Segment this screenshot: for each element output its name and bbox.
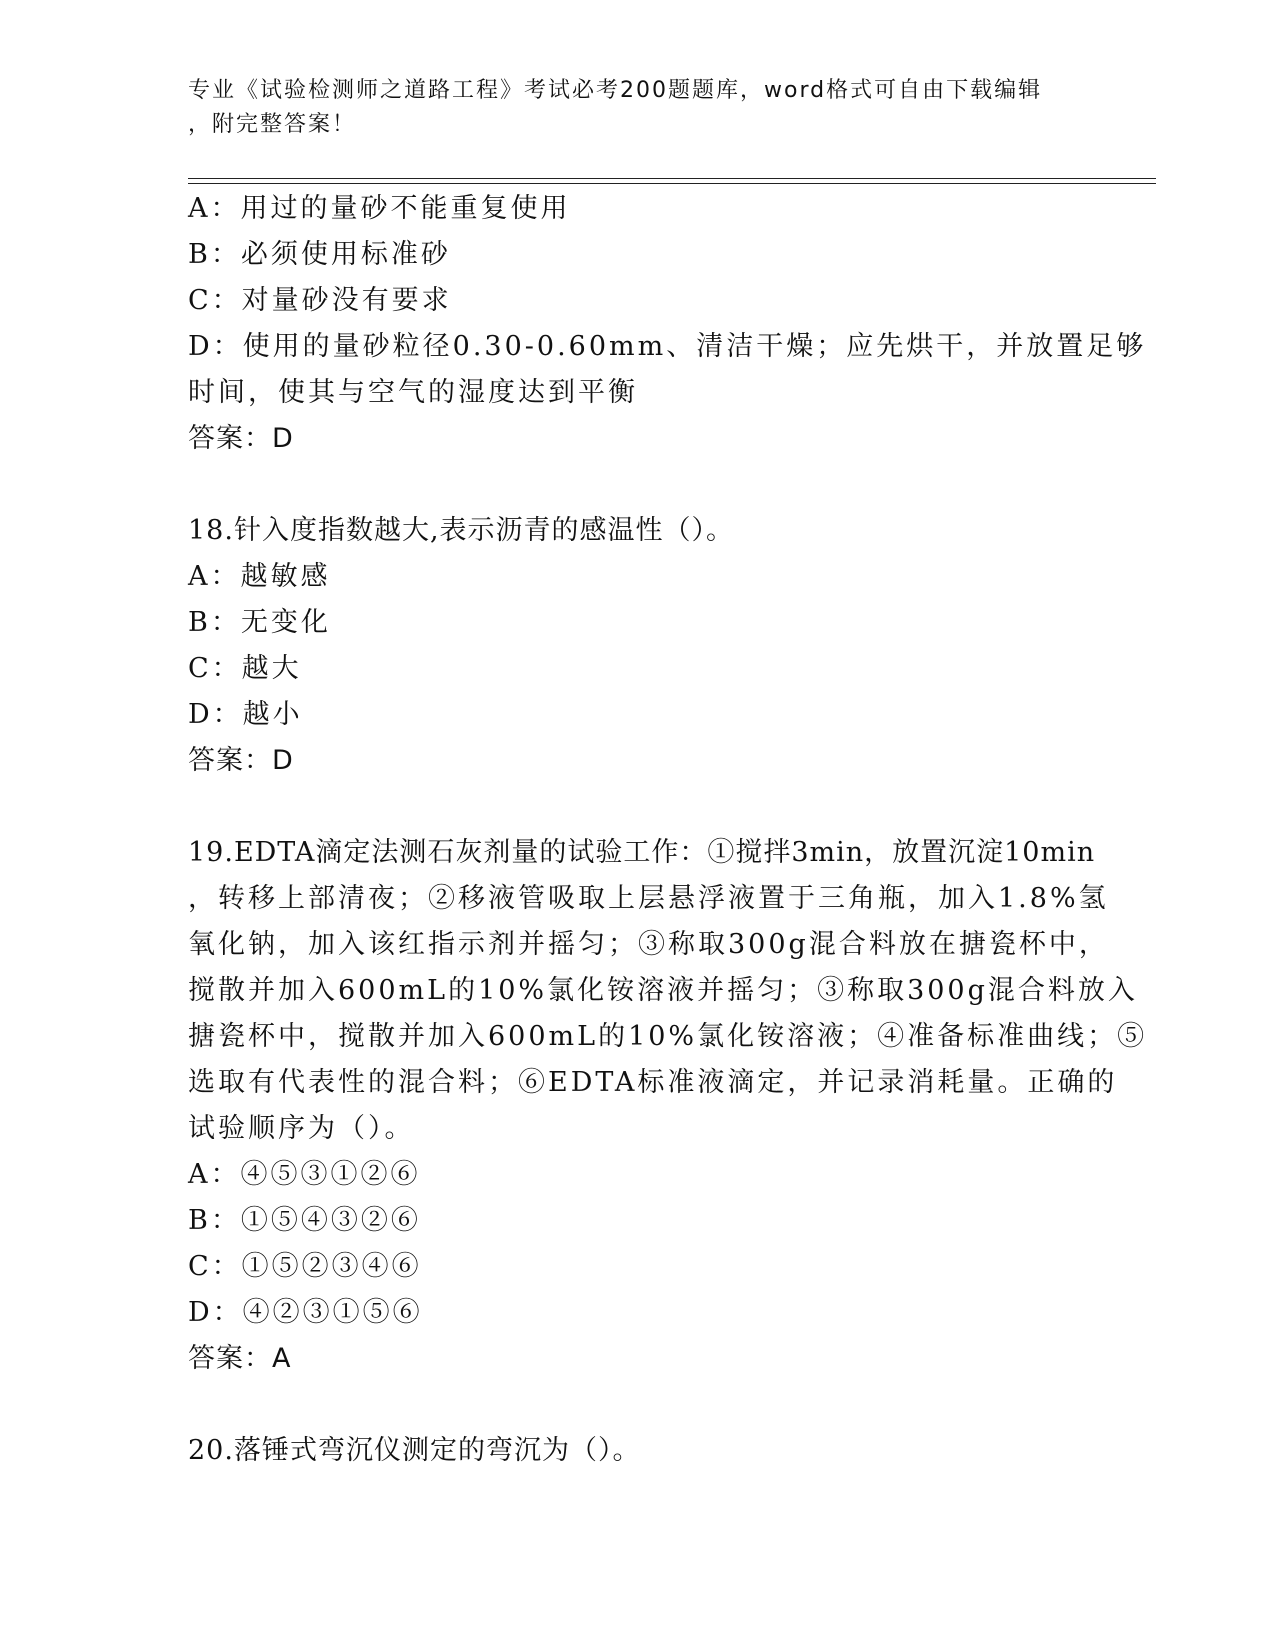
question-19-line-7: 试验顺序为（）。 <box>188 1113 415 1144</box>
option-a: A：越敏感 <box>188 561 331 592</box>
question-19-line-4: 搅散并加入600mL的10%氯化铵溶液并摇匀；③称取300g混合料放入 <box>188 975 1138 1006</box>
question-19-line-2: ，转移上部清夜；②移液管吸取上层悬浮液置于三角瓶，加入1.8%氢 <box>188 883 1109 914</box>
option-d: D：越小 <box>188 699 303 730</box>
option-c: C：越大 <box>188 653 302 684</box>
question-19-line-3: 氧化钠，加入该红指示剂并摇匀；③称取300g混合料放在搪瓷杯中， <box>188 929 1109 960</box>
option-a: A：用过的量砂不能重复使用 <box>188 193 571 224</box>
question-18 <box>188 508 1088 784</box>
question-content <box>188 186 1148 1474</box>
header-rule-bottom <box>188 183 1156 184</box>
header-line-1: 专业《试验检测师之道路工程》考试必考200题题库，word格式可自由下载编辑 <box>188 78 1043 103</box>
header-line-2: ，附完整答案！ <box>188 112 357 137</box>
question-18-text: 18.针入度指数越大,表示沥青的感温性（）。 <box>188 515 735 546</box>
option-d-continued: 时间，使其与空气的湿度达到平衡 <box>188 377 638 408</box>
option-b: B：无变化 <box>188 607 331 638</box>
option-b: B：①⑤④③②⑥ <box>188 1205 421 1236</box>
option-d: D：④②③①⑤⑥ <box>188 1297 423 1328</box>
question-19-line-5: 搪瓷杯中，搅散并加入600mL的10%氯化铵溶液；④准备标准曲线；⑤ <box>188 1021 1148 1052</box>
document-header <box>188 74 1068 142</box>
answer-18: 答案：D <box>188 745 294 776</box>
question-19-line-1: 19.EDTA滴定法测石灰剂量的试验工作：①搅拌3min，放置沉淀10min <box>188 837 1096 868</box>
answer-19: 答案：A <box>188 1343 292 1374</box>
question-19-line-6: 选取有代表性的混合料；⑥EDTA标准液滴定，并记录消耗量。正确的 <box>188 1067 1118 1098</box>
option-b: B：必须使用标准砂 <box>188 239 451 270</box>
answer-17: 答案：D <box>188 423 294 454</box>
header-rule-top <box>188 178 1156 179</box>
option-c: C：对量砂没有要求 <box>188 285 452 316</box>
option-d: D：使用的量砂粒径0.30-0.60mm、清洁干燥；应先烘干，并放置足够 <box>188 331 1147 362</box>
question-20 <box>188 1428 1088 1474</box>
option-a: A：④⑤③①②⑥ <box>188 1159 421 1190</box>
option-c: C：①⑤②③④⑥ <box>188 1251 422 1282</box>
question-19 <box>188 830 1148 1382</box>
question-17-options <box>188 186 1147 462</box>
question-20-text: 20.落锤式弯沉仪测定的弯沉为（）。 <box>188 1435 641 1466</box>
